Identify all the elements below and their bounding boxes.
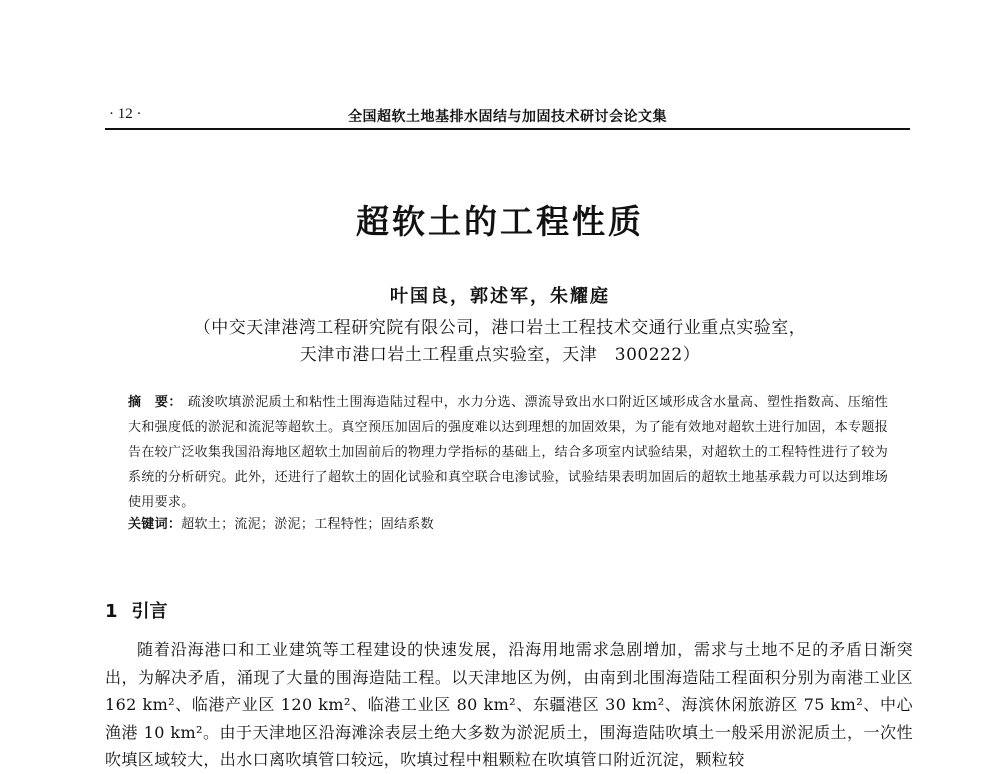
affiliation-line-2: 天津市港口岩土工程重点实验室，天津 300222） bbox=[299, 345, 701, 365]
keywords-label: 关键词： bbox=[128, 517, 182, 532]
running-head bbox=[105, 104, 910, 130]
abstract-label: 摘 要： bbox=[128, 395, 182, 410]
section-heading bbox=[105, 597, 168, 623]
page-number: · 12 · bbox=[109, 106, 142, 122]
keywords-text: 超软土；流泥；淤泥；工程特性；固结系数 bbox=[181, 517, 434, 532]
section-title: 引言 bbox=[131, 601, 168, 622]
body-paragraph: 随着沿海港口和工业建筑等工程建设的快速发展，沿海用地需求急剧增加，需求与土地不足的矛盾日渐突出，为解决矛盾，涌现了大量的围海造陆工程。以天津地区为例，由南到北围海造陆工程面积分别为南港工业区 162 km²、临港产业区 120 km²、临港工业区 80 km²、东疆港区 30 km²、海滨休闲旅游区 75 km²、中心渔港 10 km²。由于天津地区沿海滩涂表层土绝大多数为淤泥质土，围海造陆吹填土一般采用淤泥质土，一次性吹填区域较大，出水口离吹填管口较远，吹填过程中粗颗粒在吹填管口附近沉淀，颗粒较 bbox=[105, 640, 913, 769]
section-number: 1 bbox=[105, 601, 118, 622]
journal-title: 全国超软土地基排水固结与加固技术研讨会论文集 bbox=[348, 109, 667, 125]
article-title: 超软土的工程性质 bbox=[356, 202, 644, 241]
abstract bbox=[128, 390, 888, 515]
abstract-text: 疏浚吹填淤泥质土和粘性土围海造陆过程中，水力分选、漂流导致出水口附近区域形成含水量高、塑性指数高、压缩性大和强度低的淤泥和流泥等超软土。真空预压加固后的强度难以达到理想的加固效果，为了能有效地对超软土进行加固，本专题报告在较广泛收集我国沿海地区超软土加固前后的物理力学指标的基础上，结合多项室内试验结果，对超软土的工程特性进行了较为系统的分析研究。此外，还进行了超软土的固化试验和真空联合电渗试验，试验结果表明加固后的超软土地基承载力可以达到堆场使用要求。 bbox=[128, 395, 888, 510]
keywords bbox=[128, 513, 888, 532]
affiliation-line-1: （中交天津港湾工程研究院有限公司，港口岩土工程技术交通行业重点实验室， bbox=[193, 318, 807, 338]
article-authors: 叶国良，郭述军，朱耀庭 bbox=[390, 286, 610, 307]
